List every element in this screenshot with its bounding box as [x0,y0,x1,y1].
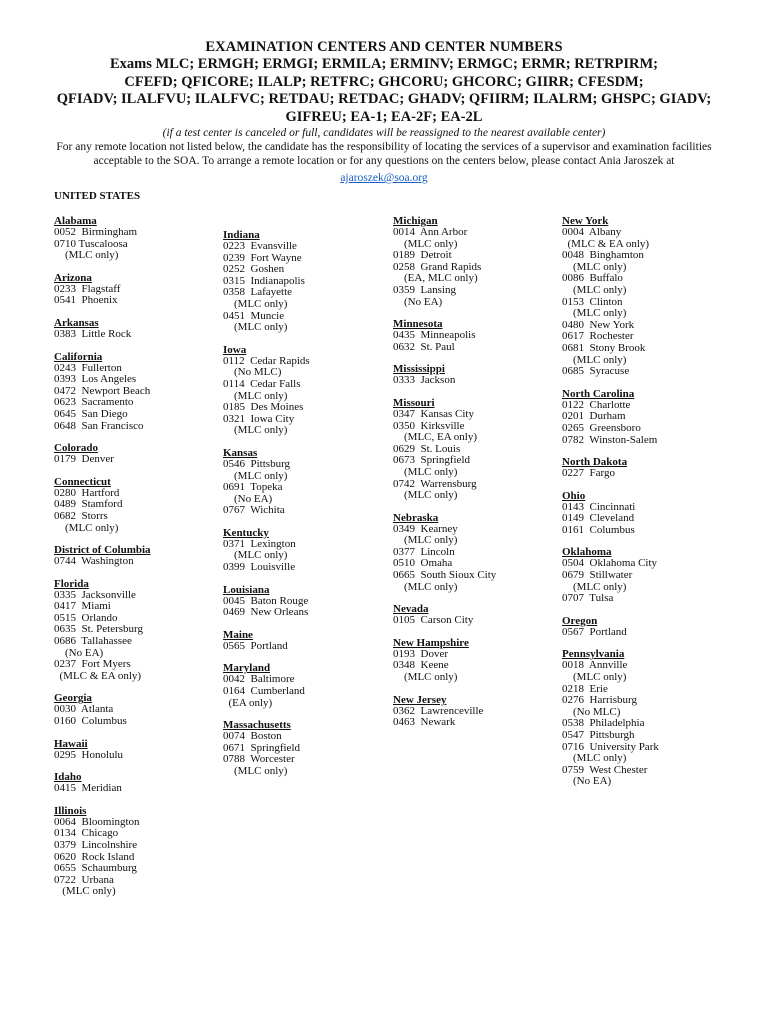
state-name: Hawaii [54,737,88,750]
center-entry: 0682 Storrs [54,509,108,522]
state-group [223,229,398,334]
center-entry: 0350 Kirksville [393,419,465,432]
state-group [562,490,737,537]
state-name: Arkansas [54,316,99,329]
center-entry: 0004 Albany [562,226,622,238]
state-name: North Carolina [562,387,635,400]
center-restriction: (MLC only) [393,465,458,478]
remote-location-info-line-2: acceptable to the SOA. To arrange a remote location or for any questions on the centers below, please contact Ania Jaroszek at [93,155,675,167]
exam-list-line-2: CFEFD; QFICORE; ILALP; RETFRC; GHCORU; GHCORC; GIIRR; CFESDM; [124,73,644,90]
center-entry: 0143 Cincinnati [562,500,636,513]
center-entry: 0629 St. Louis [393,442,461,455]
center-entry: 0415 Meridian [54,782,122,795]
state-group [223,719,398,777]
center-entry: 0189 Detroit [393,249,452,262]
center-entry: 0489 Stamford [54,498,123,511]
state-name: Minnesota [393,318,443,331]
document-title: EXAMINATION CENTERS AND CENTER NUMBERS [205,39,563,55]
center-entry: 0742 Warrensburg [393,477,477,490]
state-group [54,738,229,762]
center-entry: 0686 Tallahassee [54,635,132,648]
center-entry: 0227 Fargo [562,467,615,480]
cancellation-note: (if a test center is canceled or full, candidates will be reassigned to the nearest available center) [162,127,606,139]
state-name: Georgia [54,692,92,705]
center-entry: 0788 Worcester [223,753,295,766]
state-name: Massachusetts [223,719,291,732]
state-group [54,578,229,683]
state-name: Alabama [54,215,97,227]
center-entry: 0358 Lafayette [223,286,293,299]
center-restriction: (EA only) [223,696,273,709]
center-restriction: (MLC only) [223,297,288,310]
state-name: Connecticut [54,475,111,488]
center-entry: 0112 Cedar Rapids [223,354,310,367]
state-name: Iowa [223,343,247,356]
state-name: Oklahoma [562,546,612,559]
state-group [562,615,737,639]
center-restriction: (MLC only) [54,249,119,262]
center-entry: 0315 Indianapolis [223,274,305,287]
center-entry: 0510 Omaha [393,557,453,570]
center-entry: 0393 Los Angeles [54,373,137,386]
state-name: Kentucky [223,526,269,539]
center-restriction: (MLC only) [562,752,627,765]
center-entry: 0617 Rochester [562,330,634,343]
center-entry: 0685 Syracuse [562,365,630,378]
state-group [393,637,568,684]
center-entry: 0620 Rock Island [54,850,135,863]
center-restriction: (MLC & EA only) [562,237,650,250]
center-entry: 0064 Bloomington [54,815,140,828]
center-restriction: (No MLC) [562,705,621,718]
center-entry: 0179 Denver [54,453,114,466]
center-restriction: (MLC only) [223,321,288,334]
state-name: Maryland [223,662,271,675]
center-entry: 0671 Springfield [223,741,300,754]
state-group [54,272,229,307]
center-entry: 0722 Urbana [54,873,114,886]
center-entry: 0018 Annville [562,659,628,672]
state-group [223,629,398,653]
center-entry: 0295 Honolulu [54,748,124,761]
center-restriction: (MLC only) [54,885,116,898]
state-group [54,317,229,341]
center-entry: 0160 Columbus [54,715,127,728]
state-name: Maine [223,628,253,641]
center-entry: 0258 Grand Rapids [393,260,482,273]
center-entry: 0744 Washington [54,555,134,568]
center-restriction: (MLC only) [393,237,458,250]
center-restriction: (MLC only) [393,489,458,502]
centers-column-2 [223,229,398,788]
center-entry: 0547 Pittsburgh [562,729,635,741]
center-entry: 0632 St. Paul [393,340,455,353]
center-entry: 0252 Goshen [223,263,285,276]
document-header [30,38,738,186]
state-group [223,447,398,517]
state-group [562,456,737,480]
state-name: Kansas [223,446,258,459]
center-entry: 0122 Charlotte [562,398,631,411]
center-entry: 0371 Lexington [223,537,296,550]
center-entry: 0782 Winston-Salem [562,433,658,446]
center-entry: 0567 Portland [562,625,627,638]
center-restriction: (MLC only) [223,469,288,482]
center-entry: 0042 Baltimore [223,673,295,686]
state-group [54,805,229,898]
center-restriction: (No EA) [223,492,273,505]
center-entry: 0233 Flagstaff [54,282,121,295]
center-entry: 0185 Des Moines [223,401,304,414]
center-entry: 0239 Fort Wayne [223,251,302,264]
center-entry: 0541 Phoenix [54,294,118,307]
remote-location-info-line-1: For any remote location not listed below, the candidate has the responsibility of locating the services of a supervisor and examination facilities [56,141,712,153]
center-entry: 0048 Binghamton [562,249,644,262]
state-name: New Jersey [393,693,447,706]
state-name: Illinois [54,804,87,817]
state-group [54,351,229,433]
center-entry: 0045 Baton Rouge [223,594,309,607]
center-entry: 0052 Birmingham [54,226,138,238]
center-entry: 0691 Topeka [223,481,283,494]
center-entry: 0335 Jacksonville [54,588,136,601]
state-group [393,215,568,308]
state-group [223,344,398,437]
center-restriction: (MLC only) [562,260,627,273]
exam-list-line-4: GIFREU; EA-1; EA-2F; EA-2L [285,108,483,125]
center-restriction: (EA, MLC only) [393,272,478,285]
state-name: Nebraska [393,511,439,524]
center-entry: 0333 Jackson [393,374,456,387]
center-entry: 0515 Orlando [54,611,118,624]
state-group [54,692,229,727]
center-entry: 0359 Lansing [393,283,456,296]
center-entry: 0105 Carson City [393,614,474,627]
center-entry: 0623 Sacramento [54,396,134,409]
exam-list-line-1: Exams MLC; ERMGH; ERMGI; ERMILA; ERMINV; ERMGC; ERMR; RETRPIRM; [109,56,658,72]
state-group [54,544,229,568]
state-group [393,694,568,729]
center-entry: 0546 Pittsburg [223,457,291,470]
state-group [562,215,737,378]
center-entry: 0243 Fullerton [54,361,122,374]
center-entry: 0086 Buffalo [562,272,623,285]
center-restriction: (MLC only) [562,283,627,296]
center-restriction: (MLC only) [393,534,458,547]
center-entry: 0153 Clinton [562,295,623,308]
center-restriction: (MLC only) [223,549,288,562]
center-entry: 0349 Kearney [393,522,458,535]
country-heading: UNITED STATES [54,190,141,202]
center-restriction: (MLC only) [562,307,627,320]
center-entry: 0074 Boston [223,730,282,743]
state-name: Colorado [54,442,98,455]
state-group [562,648,737,788]
center-entry: 0218 Erie [562,682,608,695]
state-name: California [54,350,103,363]
center-entry: 0321 Iowa City [223,412,295,425]
center-entry: 0134 Chicago [54,827,119,840]
center-restriction: (MLC only) [54,521,119,534]
state-group [223,584,398,619]
state-name: Arizona [54,271,92,284]
center-restriction: (MLC only) [223,765,288,777]
state-group [393,603,568,627]
center-entry: 0377 Lincoln [393,545,455,558]
center-restriction: (MLC only) [562,580,627,593]
state-group [54,771,229,795]
state-group [223,527,398,574]
center-entry: 0161 Columbus [562,523,635,536]
state-name: New Hampshire [393,636,469,649]
center-entry: 0645 San Diego [54,407,128,420]
center-entry: 0347 Kansas City [393,407,474,420]
center-entry: 0399 Louisville [223,561,296,574]
center-restriction: (No MLC) [223,366,282,379]
center-entry: 0223 Evansville [223,240,297,252]
center-entry: 0463 Newark [393,716,456,729]
state-name: Michigan [393,215,438,227]
center-entry: 0237 Fort Myers [54,658,131,671]
state-name: Nevada [393,603,429,616]
state-name: North Dakota [562,456,628,469]
state-group [223,662,398,709]
state-name: Mississippi [393,363,445,376]
exam-list-line-3: QFIADV; ILALFVU; ILALFVC; RETDAU; RETDAC; GHADV; QFIIRM; ILALRM; GHSPC; GIADV; [56,91,712,107]
center-entry: 0480 New York [562,318,635,331]
center-restriction: (MLC only) [393,671,458,684]
center-entry: 0716 University Park [562,740,659,753]
centers-column-3 [393,215,568,739]
center-entry: 0417 Miami [54,600,111,613]
center-entry: 0383 Little Rock [54,327,132,340]
centers-column-1 [54,215,229,908]
state-name: Pennsylvania [562,648,625,661]
center-entry: 0348 Keene [393,659,449,672]
state-name: Ohio [562,489,586,502]
center-entry: 0673 Springfield [393,454,470,467]
center-entry: 0767 Wichita [223,504,285,517]
state-name: Oregon [562,614,598,627]
center-restriction: (MLC only) [223,424,288,437]
center-entry: 0435 Minneapolis [393,329,476,342]
center-restriction: (MLC only) [393,580,458,593]
state-name: Idaho [54,771,82,784]
center-entry: 0681 Stony Brook [562,341,646,354]
center-entry: 0665 South Sioux City [393,569,497,582]
state-group [562,388,737,446]
center-restriction: (MLC & EA only) [54,669,142,682]
state-name: New York [562,215,609,227]
center-entry: 0710 Tuscaloosa [54,237,128,250]
state-group [393,397,568,502]
state-group [393,318,568,353]
state-group [54,476,229,534]
state-group [54,442,229,466]
center-entry: 0648 San Francisco [54,419,144,432]
center-entry: 0565 Portland [223,639,288,652]
center-entry: 0538 Philadelphia [562,717,645,730]
state-name: District of Columbia [54,544,151,557]
center-entry: 0635 St. Petersburg [54,623,144,636]
center-entry: 0362 Lawrenceville [393,704,484,717]
center-restriction: (No EA) [393,295,443,308]
center-restriction: (No EA) [54,646,104,659]
center-entry: 0030 Atlanta [54,703,114,716]
center-entry: 0193 Dover [393,647,448,660]
center-entry: 0472 Newport Beach [54,384,151,397]
state-name: Missouri [393,396,435,409]
center-entry: 0759 West Chester [562,763,648,776]
center-restriction: (MLC, EA only) [393,431,478,444]
state-name: Indiana [223,229,260,241]
state-name: Louisiana [223,583,270,596]
center-entry: 0265 Greensboro [562,421,641,434]
center-restriction: (MLC only) [562,671,627,684]
center-entry: 0201 Durham [562,410,626,423]
center-entry: 0679 Stillwater [562,569,633,582]
center-entry: 0114 Cedar Falls [223,377,301,390]
center-entry: 0164 Cumberland [223,685,305,698]
center-entry: 0014 Ann Arbor [393,226,468,238]
center-entry: 0451 Muncie [223,309,285,322]
state-group [393,512,568,594]
centers-column-4 [562,215,737,798]
center-restriction: (MLC only) [562,353,627,366]
state-name: Florida [54,577,89,590]
center-restriction: (No EA) [562,775,612,788]
center-entry: 0276 Harrisburg [562,694,637,707]
contact-email-link[interactable]: ajaroszek@soa.org [340,172,428,184]
state-group [54,215,229,262]
center-entry: 0379 Lincolnshire [54,839,138,851]
center-entry: 0655 Schaumburg [54,862,137,875]
center-entry: 0280 Hartford [54,486,120,499]
center-entry: 0149 Cleveland [562,512,635,525]
center-entry: 0469 New Orleans [223,606,309,619]
center-entry: 0707 Tulsa [562,592,614,605]
center-entry: 0504 Oklahoma City [562,557,658,570]
state-group [393,363,568,387]
center-restriction: (MLC only) [223,389,288,402]
state-group [562,546,737,604]
